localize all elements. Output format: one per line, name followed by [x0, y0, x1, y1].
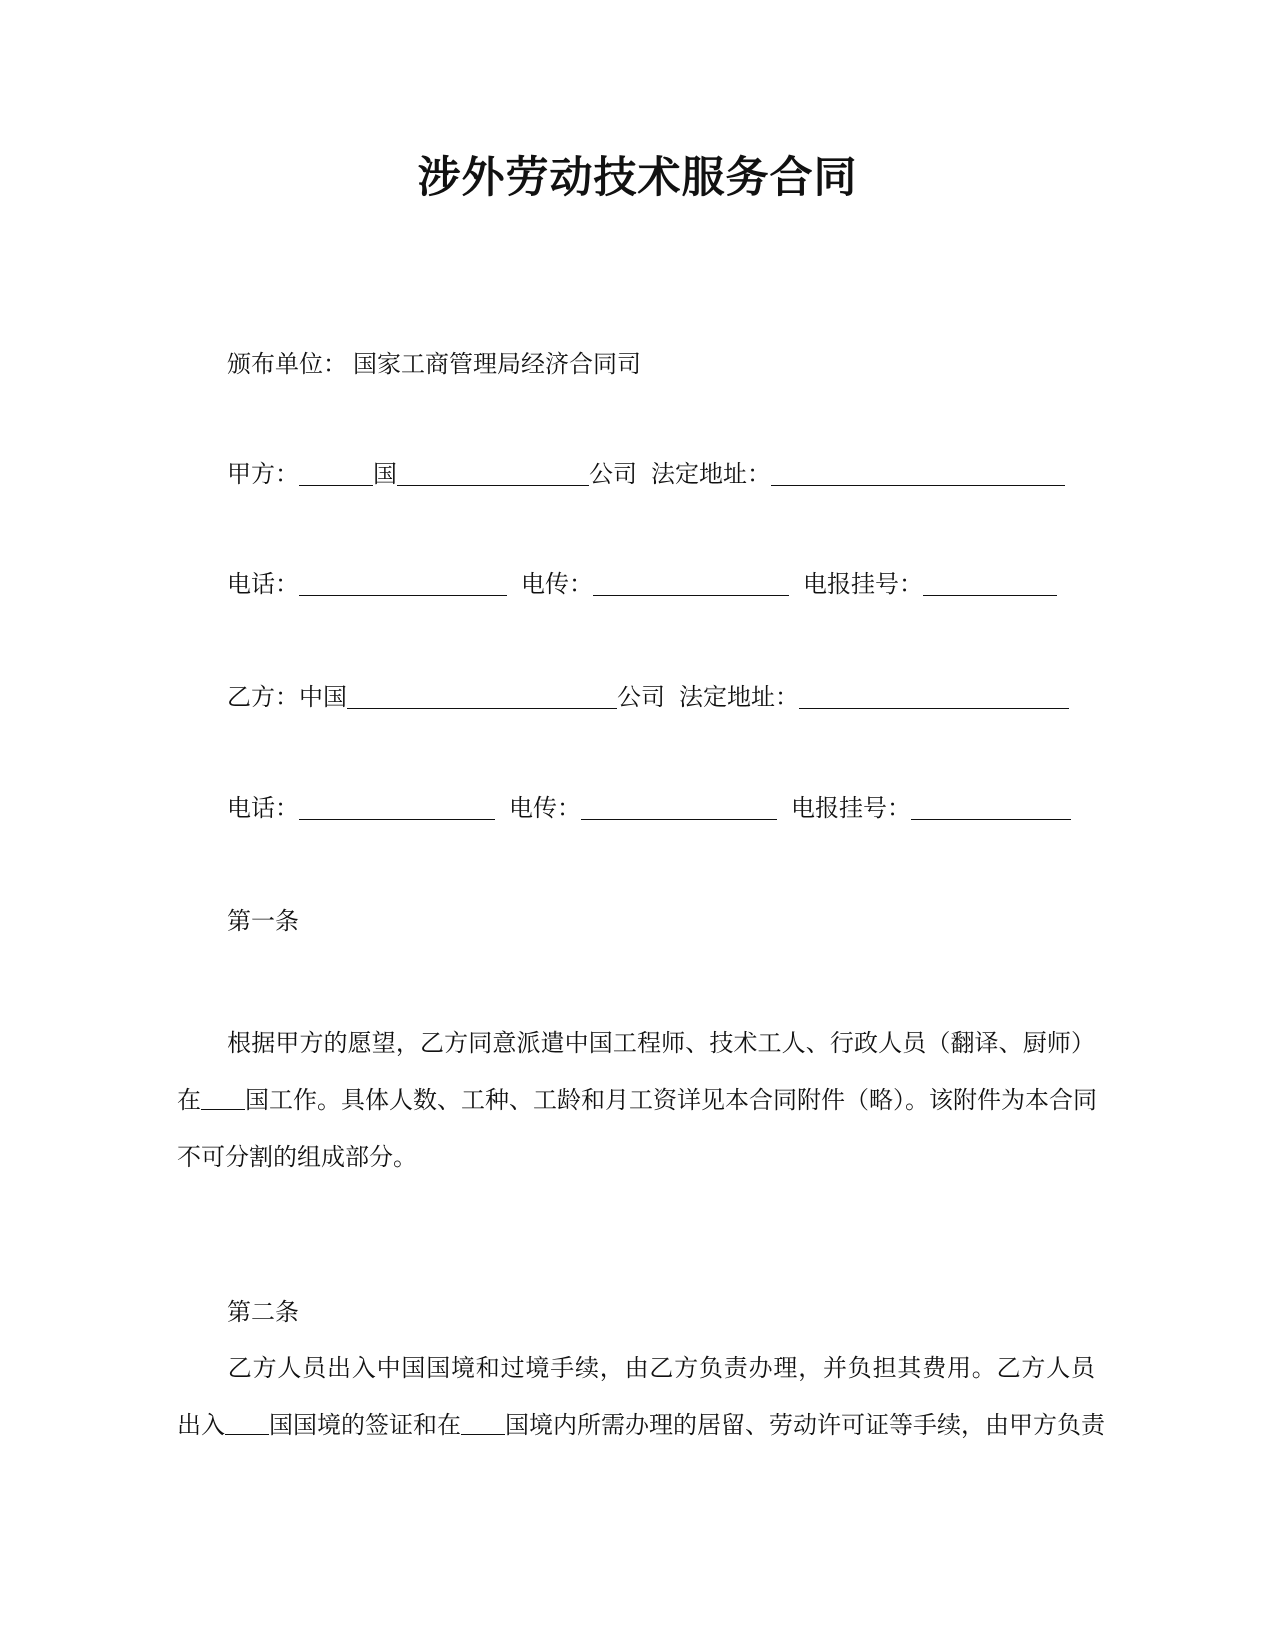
article-2-country-blank-2[interactable] [461, 1412, 505, 1435]
article-1-line-2: 在 国工作。具体人数、工种、工龄和月工资详见本合同附件（略）。该附件为本合同 [177, 1086, 1097, 1114]
issuer-line [227, 348, 641, 380]
document-title: 涉外劳动技术服务合同 [417, 153, 858, 203]
party-a-fax-blank[interactable] [593, 571, 789, 596]
party-a-label: 甲方： [227, 460, 299, 488]
party-a-phone-label: 电话： [227, 570, 299, 598]
article-1-line-1: 根据甲方的愿望，乙方同意派遣中国工程师、技术工人、行政人员（翻译、厨师） [227, 1029, 1095, 1057]
party-a-fax-label: 电传： [521, 570, 593, 598]
article-2-country-blank-1[interactable] [225, 1412, 269, 1435]
party-b-company-blank[interactable] [347, 684, 617, 709]
party-b-address-blank[interactable] [799, 684, 1069, 709]
article-2-line-2: 出入 国国境的签证和在 国境内所需办理的居留、劳动许可证等手续，由甲方负责 [177, 1411, 1105, 1439]
party-a-country-blank[interactable] [299, 461, 373, 486]
article-1-country-blank[interactable] [201, 1087, 245, 1110]
party-a-contact-line [227, 568, 1057, 600]
party-b-label: 乙方：中国 [227, 683, 347, 711]
party-b-company-suffix: 公司 [617, 683, 665, 711]
article-1-heading: 第一条 [227, 907, 299, 935]
party-a-telegraph-label: 电报挂号： [803, 570, 923, 598]
article-1-body [177, 1015, 1095, 1186]
party-b-phone-label: 电话： [227, 794, 299, 822]
party-b-fax-blank[interactable] [581, 795, 777, 820]
article-2-heading: 第二条 [227, 1298, 299, 1326]
party-a-telegraph-blank[interactable] [923, 571, 1057, 596]
party-a-phone-blank[interactable] [299, 571, 507, 596]
party-a-company-suffix: 公司 [589, 460, 637, 488]
party-b-telegraph-label: 电报挂号： [791, 794, 911, 822]
party-b-address-label: 法定地址： [679, 683, 799, 711]
party-b-phone-blank[interactable] [299, 795, 495, 820]
party-a-country-suffix: 国 [373, 460, 397, 488]
party-b-line [227, 681, 1069, 713]
party-b-fax-label: 电传： [509, 794, 581, 822]
party-b-telegraph-blank[interactable] [911, 795, 1071, 820]
party-a-company-blank[interactable] [397, 461, 589, 486]
party-a-address-blank[interactable] [771, 461, 1065, 486]
party-a-line [227, 458, 1065, 490]
article-1-line-3: 不可分割的组成部分。 [177, 1143, 417, 1171]
party-b-contact-line [227, 792, 1071, 824]
article-2-body [177, 1340, 1105, 1454]
article-2-line-1: 乙方人员出入中国国境和过境手续，由乙方负责办理，并负担其费用。乙方人员 [227, 1354, 1095, 1382]
issuer-value: 国家工商管理局经济合同司 [353, 350, 641, 378]
party-a-address-label: 法定地址： [651, 460, 771, 488]
issuer-label: 颁布单位： [227, 350, 347, 378]
